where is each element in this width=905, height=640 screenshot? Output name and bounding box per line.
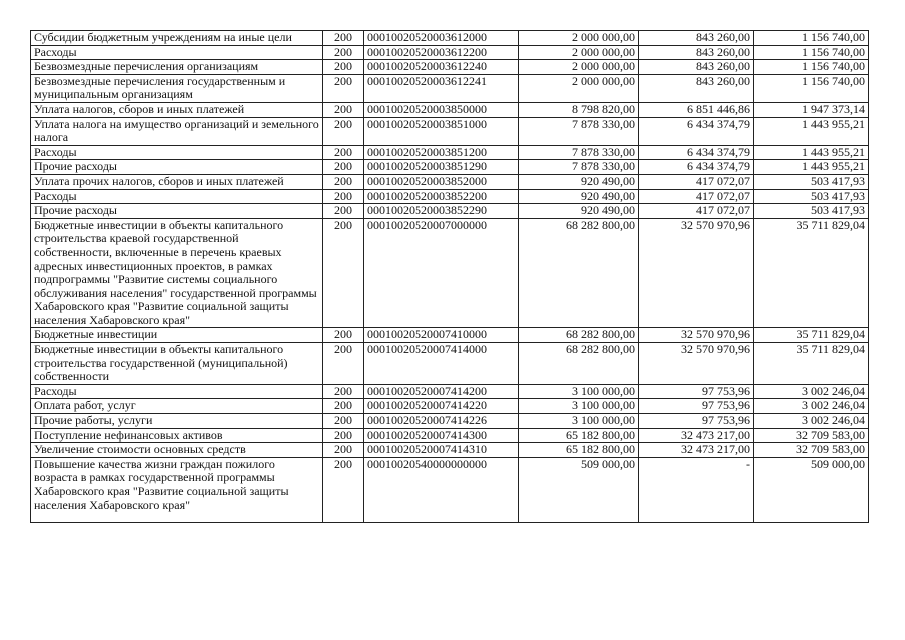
budget-classification-code-cell: 00010020520003851290	[364, 160, 519, 175]
line-code-cell: 200	[323, 218, 364, 328]
table-row	[31, 204, 869, 219]
approved-amount-cell: 7 878 330,00	[519, 145, 639, 160]
budget-classification-code-cell: 00010020520003852000	[364, 174, 519, 189]
table-row	[31, 102, 869, 117]
expense-name-cell: Повышение качества жизни граждан пожилого возраста в рамках государственной программы Хабаровского края "Развитие социальной защиты населения Хабаровского края"	[31, 457, 323, 522]
executed-amount-cell: 6 434 374,79	[639, 160, 754, 175]
expense-name-cell: Расходы	[31, 145, 323, 160]
approved-amount-cell: 920 490,00	[519, 174, 639, 189]
table-row	[31, 399, 869, 414]
executed-amount-cell: 843 260,00	[639, 74, 754, 102]
expense-name-cell: Безвозмездные перечисления организациям	[31, 60, 323, 75]
unexecuted-amount-cell: 3 002 246,04	[754, 384, 869, 399]
expense-name-cell: Уплата налога на имущество организаций и земельного налога	[31, 117, 323, 145]
table-row	[31, 428, 869, 443]
expense-name-cell: Расходы	[31, 384, 323, 399]
executed-amount-cell: 843 260,00	[639, 60, 754, 75]
expense-name-cell: Оплата работ, услуг	[31, 399, 323, 414]
line-code-cell: 200	[323, 189, 364, 204]
approved-amount-cell: 3 100 000,00	[519, 414, 639, 429]
table-row	[31, 145, 869, 160]
executed-amount-cell: 6 851 446,86	[639, 102, 754, 117]
executed-amount-cell: 97 753,96	[639, 399, 754, 414]
approved-amount-cell: 8 798 820,00	[519, 102, 639, 117]
unexecuted-amount-cell: 1 947 373,14	[754, 102, 869, 117]
unexecuted-amount-cell: 1 443 955,21	[754, 145, 869, 160]
approved-amount-cell: 2 000 000,00	[519, 45, 639, 60]
table-row	[31, 457, 869, 522]
table-row	[31, 218, 869, 328]
budget-classification-code-cell: 00010020540000000000	[364, 457, 519, 522]
table-row	[31, 174, 869, 189]
budget-classification-code-cell: 00010020520007000000	[364, 218, 519, 328]
unexecuted-amount-cell: 1 156 740,00	[754, 31, 869, 46]
approved-amount-cell: 3 100 000,00	[519, 384, 639, 399]
budget-classification-code-cell: 00010020520007414220	[364, 399, 519, 414]
unexecuted-amount-cell: 35 711 829,04	[754, 343, 869, 385]
line-code-cell: 200	[323, 443, 364, 458]
table-row	[31, 74, 869, 102]
line-code-cell: 200	[323, 328, 364, 343]
budget-classification-code-cell: 00010020520003612241	[364, 74, 519, 102]
unexecuted-amount-cell: 503 417,93	[754, 174, 869, 189]
expense-name-cell: Бюджетные инвестиции в объекты капитального строительства государственной (муниципальной) собственности	[31, 343, 323, 385]
unexecuted-amount-cell: 1 443 955,21	[754, 117, 869, 145]
line-code-cell: 200	[323, 204, 364, 219]
unexecuted-amount-cell: 32 709 583,00	[754, 428, 869, 443]
line-code-cell: 200	[323, 384, 364, 399]
unexecuted-amount-cell: 32 709 583,00	[754, 443, 869, 458]
executed-amount-cell: 6 434 374,79	[639, 145, 754, 160]
executed-amount-cell: 843 260,00	[639, 45, 754, 60]
approved-amount-cell: 68 282 800,00	[519, 343, 639, 385]
unexecuted-amount-cell: 1 156 740,00	[754, 45, 869, 60]
budget-classification-code-cell: 00010020520003612240	[364, 60, 519, 75]
approved-amount-cell: 2 000 000,00	[519, 31, 639, 46]
expense-name-cell: Бюджетные инвестиции	[31, 328, 323, 343]
unexecuted-amount-cell: 3 002 246,04	[754, 414, 869, 429]
executed-amount-cell: 97 753,96	[639, 414, 754, 429]
line-code-cell: 200	[323, 457, 364, 522]
table-row	[31, 384, 869, 399]
approved-amount-cell: 3 100 000,00	[519, 399, 639, 414]
budget-classification-code-cell: 00010020520003612200	[364, 45, 519, 60]
unexecuted-amount-cell: 3 002 246,04	[754, 399, 869, 414]
budget-classification-code-cell: 00010020520007414000	[364, 343, 519, 385]
table-row	[31, 328, 869, 343]
executed-amount-cell: 843 260,00	[639, 31, 754, 46]
executed-amount-cell: -	[639, 457, 754, 522]
expense-name-cell: Субсидии бюджетным учреждениям на иные цели	[31, 31, 323, 46]
approved-amount-cell: 7 878 330,00	[519, 117, 639, 145]
executed-amount-cell: 417 072,07	[639, 204, 754, 219]
unexecuted-amount-cell: 509 000,00	[754, 457, 869, 522]
report-sheet	[30, 30, 869, 523]
unexecuted-amount-cell: 35 711 829,04	[754, 218, 869, 328]
approved-amount-cell: 509 000,00	[519, 457, 639, 522]
unexecuted-amount-cell: 1 443 955,21	[754, 160, 869, 175]
approved-amount-cell: 65 182 800,00	[519, 443, 639, 458]
budget-classification-code-cell: 00010020520003852290	[364, 204, 519, 219]
approved-amount-cell: 68 282 800,00	[519, 328, 639, 343]
expense-name-cell: Поступление нефинансовых активов	[31, 428, 323, 443]
approved-amount-cell: 65 182 800,00	[519, 428, 639, 443]
expense-name-cell: Прочие работы, услуги	[31, 414, 323, 429]
line-code-cell: 200	[323, 174, 364, 189]
executed-amount-cell: 32 570 970,96	[639, 218, 754, 328]
table-row	[31, 443, 869, 458]
executed-amount-cell: 417 072,07	[639, 174, 754, 189]
line-code-cell: 200	[323, 145, 364, 160]
unexecuted-amount-cell: 503 417,93	[754, 189, 869, 204]
approved-amount-cell: 920 490,00	[519, 204, 639, 219]
expense-name-cell: Прочие расходы	[31, 204, 323, 219]
approved-amount-cell: 7 878 330,00	[519, 160, 639, 175]
expense-name-cell: Расходы	[31, 45, 323, 60]
approved-amount-cell: 2 000 000,00	[519, 74, 639, 102]
table-row	[31, 343, 869, 385]
budget-classification-code-cell: 00010020520003852200	[364, 189, 519, 204]
unexecuted-amount-cell: 503 417,93	[754, 204, 869, 219]
expense-name-cell: Прочие расходы	[31, 160, 323, 175]
line-code-cell: 200	[323, 60, 364, 75]
approved-amount-cell: 2 000 000,00	[519, 60, 639, 75]
line-code-cell: 200	[323, 343, 364, 385]
approved-amount-cell: 68 282 800,00	[519, 218, 639, 328]
executed-amount-cell: 97 753,96	[639, 384, 754, 399]
executed-amount-cell: 32 570 970,96	[639, 343, 754, 385]
line-code-cell: 200	[323, 45, 364, 60]
expense-name-cell: Бюджетные инвестиции в объекты капитального строительства краевой государственной собственности, включенные в перечень краевых адресных инвестиционных проектов, в рамках подпрограммы "Развитие системы социального обслуживания населения" государственной программы Хабаровского края "Развитие социальной защиты населения Хабаровского края"	[31, 218, 323, 328]
budget-classification-code-cell: 00010020520007410000	[364, 328, 519, 343]
executed-amount-cell: 32 473 217,00	[639, 443, 754, 458]
line-code-cell: 200	[323, 414, 364, 429]
line-code-cell: 200	[323, 31, 364, 46]
expenditure-table	[30, 30, 869, 523]
line-code-cell: 200	[323, 102, 364, 117]
table-body	[31, 31, 869, 523]
budget-classification-code-cell: 00010020520003612000	[364, 31, 519, 46]
expense-name-cell: Уплата прочих налогов, сборов и иных платежей	[31, 174, 323, 189]
unexecuted-amount-cell: 1 156 740,00	[754, 74, 869, 102]
expense-name-cell: Безвозмездные перечисления государственным и муниципальным организациям	[31, 74, 323, 102]
approved-amount-cell: 920 490,00	[519, 189, 639, 204]
table-row	[31, 189, 869, 204]
line-code-cell: 200	[323, 399, 364, 414]
table-row	[31, 45, 869, 60]
budget-classification-code-cell: 00010020520007414310	[364, 443, 519, 458]
budget-classification-code-cell: 00010020520007414226	[364, 414, 519, 429]
table-row	[31, 414, 869, 429]
budget-classification-code-cell: 00010020520003851200	[364, 145, 519, 160]
executed-amount-cell: 32 473 217,00	[639, 428, 754, 443]
executed-amount-cell: 32 570 970,96	[639, 328, 754, 343]
line-code-cell: 200	[323, 160, 364, 175]
unexecuted-amount-cell: 1 156 740,00	[754, 60, 869, 75]
line-code-cell: 200	[323, 428, 364, 443]
unexecuted-amount-cell: 35 711 829,04	[754, 328, 869, 343]
expense-name-cell: Уплата налогов, сборов и иных платежей	[31, 102, 323, 117]
line-code-cell: 200	[323, 74, 364, 102]
table-row	[31, 117, 869, 145]
budget-classification-code-cell: 00010020520003851000	[364, 117, 519, 145]
table-row	[31, 160, 869, 175]
budget-classification-code-cell: 00010020520007414200	[364, 384, 519, 399]
budget-classification-code-cell: 00010020520003850000	[364, 102, 519, 117]
budget-classification-code-cell: 00010020520007414300	[364, 428, 519, 443]
executed-amount-cell: 6 434 374,79	[639, 117, 754, 145]
line-code-cell: 200	[323, 117, 364, 145]
expense-name-cell: Увеличение стоимости основных средств	[31, 443, 323, 458]
table-row	[31, 60, 869, 75]
table-row	[31, 31, 869, 46]
executed-amount-cell: 417 072,07	[639, 189, 754, 204]
expense-name-cell: Расходы	[31, 189, 323, 204]
